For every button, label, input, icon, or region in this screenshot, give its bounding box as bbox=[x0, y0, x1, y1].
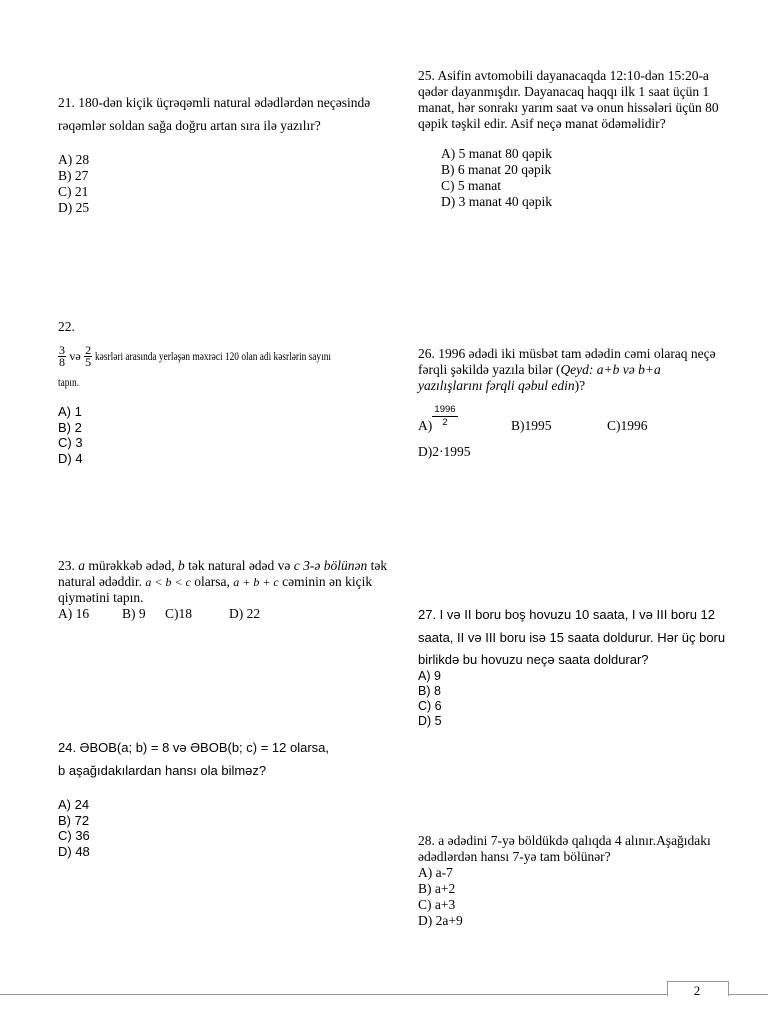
question-25-line-2: qədər dayanmışdır. Dayanacaq haqqı ilk 1 saat üçün 1 bbox=[418, 84, 710, 99]
question-22-options bbox=[58, 404, 83, 466]
fraction-3-8: $\frac{3}{8}$ bbox=[59, 343, 65, 369]
q22-option-b[interactable]: B) 2 bbox=[58, 419, 82, 435]
question-25-line-1: 25. Asifin avtomobili dayanacaqda 12:10-dən 15:20-a bbox=[418, 68, 709, 83]
question-24-line-2: b aşağıdakılardan hansı ola bilməz? bbox=[58, 763, 267, 778]
question-23-line-1: 23. a mürəkkəb ədəd, b tək natural ədəd və c 3-ə bölünən tək bbox=[58, 558, 388, 573]
q24-option-d[interactable]: D) 48 bbox=[58, 843, 90, 859]
question-23-options bbox=[58, 606, 408, 622]
page-number: 2 bbox=[693, 983, 701, 998]
question-27 bbox=[418, 604, 758, 729]
question-27-line-2: saata, II və III boru isə 15 saata doldurur. Hər üç boru bbox=[418, 629, 726, 645]
q25-option-b[interactable]: B) 6 manat 20 qəpik bbox=[441, 162, 552, 177]
question-26-line-3: yazılışlarını fərqli qəbul edin)? bbox=[418, 378, 586, 393]
q25-option-d[interactable]: D) 3 manat 40 qəpik bbox=[441, 194, 552, 209]
q26-option-b[interactable]: B)1995 bbox=[511, 418, 552, 433]
question-27-line-3: birlikdə bu hovuzu neçə saata doldurar? bbox=[418, 652, 649, 667]
question-21 bbox=[58, 91, 408, 216]
q23-option-b[interactable]: B) 9 bbox=[122, 606, 146, 621]
inequality-abc: a < b < c bbox=[145, 575, 191, 589]
question-23-line-2: natural ədəddir. a < b < c olarsa, a + b + c cəminin ən kiçik bbox=[58, 574, 373, 589]
question-21-line-2: rəqəmlər soldan sağa doğru artan sıra ilə yazılır? bbox=[58, 118, 321, 133]
q21-option-d[interactable]: D) 25 bbox=[58, 200, 90, 215]
q28-option-c[interactable]: C) a+3 bbox=[418, 897, 456, 912]
fraction-2-5: $\frac{2}{5}$ bbox=[85, 343, 92, 369]
q22-option-c[interactable]: C) 3 bbox=[58, 435, 83, 450]
question-22-text: kəsrləri arasında yerləşən məxrəci 120 olan adi kəsrlərin sayını bbox=[95, 348, 332, 363]
q21-option-b[interactable]: B) 27 bbox=[58, 168, 89, 183]
q27-option-a[interactable]: A) 9 bbox=[418, 668, 441, 683]
question-28 bbox=[418, 833, 758, 929]
question-26 bbox=[418, 346, 758, 394]
question-24-line-1: 24. ƏBOB(a; b) = 8 və ƏBOB(b; c) = 12 olarsa, bbox=[58, 740, 330, 755]
sum-abc: a + b + c bbox=[233, 575, 279, 589]
q24-option-c[interactable]: C) 36 bbox=[58, 828, 90, 843]
question-27-line-1: 27. I və II boru boş hovuzu 10 saata, I və III boru 12 bbox=[418, 607, 716, 622]
q26-option-a-fraction[interactable]: 1996 2 bbox=[432, 405, 458, 428]
q21-option-c[interactable]: C) 21 bbox=[58, 184, 89, 199]
q24-option-b[interactable]: B) 72 bbox=[58, 812, 90, 828]
question-28-line-1: 28. a ədədini 7-yə böldükdə qalıqda 4 alınır.Aşağıdakı bbox=[418, 833, 711, 848]
question-23-line-3: qiymətini tapın. bbox=[58, 590, 144, 605]
q26-option-a-label[interactable]: A) bbox=[418, 418, 433, 433]
question-22-tail: tapın. bbox=[58, 375, 80, 389]
question-23 bbox=[58, 558, 408, 622]
q26-option-c[interactable]: C)1996 bbox=[607, 418, 648, 433]
q28-option-a[interactable]: A) a-7 bbox=[418, 865, 453, 880]
q23-option-d[interactable]: D) 22 bbox=[229, 606, 261, 621]
question-21-line-1: 21. 180-dən kiçik üçrəqəmli natural ədədlərdən neçəsində bbox=[58, 95, 371, 110]
q23-option-c[interactable]: C)18 bbox=[165, 606, 192, 621]
question-25 bbox=[418, 68, 758, 210]
q27-option-b[interactable]: B) 8 bbox=[418, 683, 441, 698]
q23-option-a[interactable]: A) 16 bbox=[58, 606, 90, 621]
q28-option-d[interactable]: D) 2a+9 bbox=[418, 913, 463, 928]
question-25-line-4: qəpik təşkil edir. Asif neçə manat ödəməlidir? bbox=[418, 116, 666, 131]
question-26-line-1: 26. 1996 ədədi iki müsbət tam ədədin cəmi olaraq neçə bbox=[418, 346, 716, 361]
question-25-line-3: manat, hər sonrakı yarım saat və onun hissələri üçün 80 bbox=[418, 100, 719, 115]
q26-option-d[interactable]: D)2·1995 bbox=[418, 444, 471, 459]
q22-option-d[interactable]: D) 4 bbox=[58, 450, 83, 466]
question-26-options-row bbox=[418, 405, 758, 435]
footer-divider bbox=[0, 994, 768, 995]
q21-option-a[interactable]: A) 28 bbox=[58, 152, 90, 167]
question-26-line-2: fərqli şəkildə yazıla bilər (Qeyd: a+b və b+a bbox=[418, 362, 661, 377]
q25-option-c[interactable]: C) 5 manat bbox=[441, 178, 501, 193]
question-28-line-2: ədədlərdən hansı 7-yə tam bölünər? bbox=[418, 849, 611, 864]
connector-va: və bbox=[69, 348, 81, 363]
question-22-statement bbox=[58, 345, 398, 368]
question-22-number: 22. bbox=[58, 319, 75, 334]
q27-option-d[interactable]: D) 5 bbox=[418, 713, 442, 728]
q22-option-a[interactable]: A) 1 bbox=[58, 404, 82, 419]
q28-option-b[interactable]: B) a+2 bbox=[418, 881, 456, 896]
question-24 bbox=[58, 736, 398, 859]
q24-option-a[interactable]: A) 24 bbox=[58, 797, 90, 812]
q25-option-a[interactable]: A) 5 manat 80 qəpik bbox=[441, 146, 552, 161]
q27-option-c[interactable]: C) 6 bbox=[418, 698, 442, 713]
question-22 bbox=[58, 319, 398, 390]
